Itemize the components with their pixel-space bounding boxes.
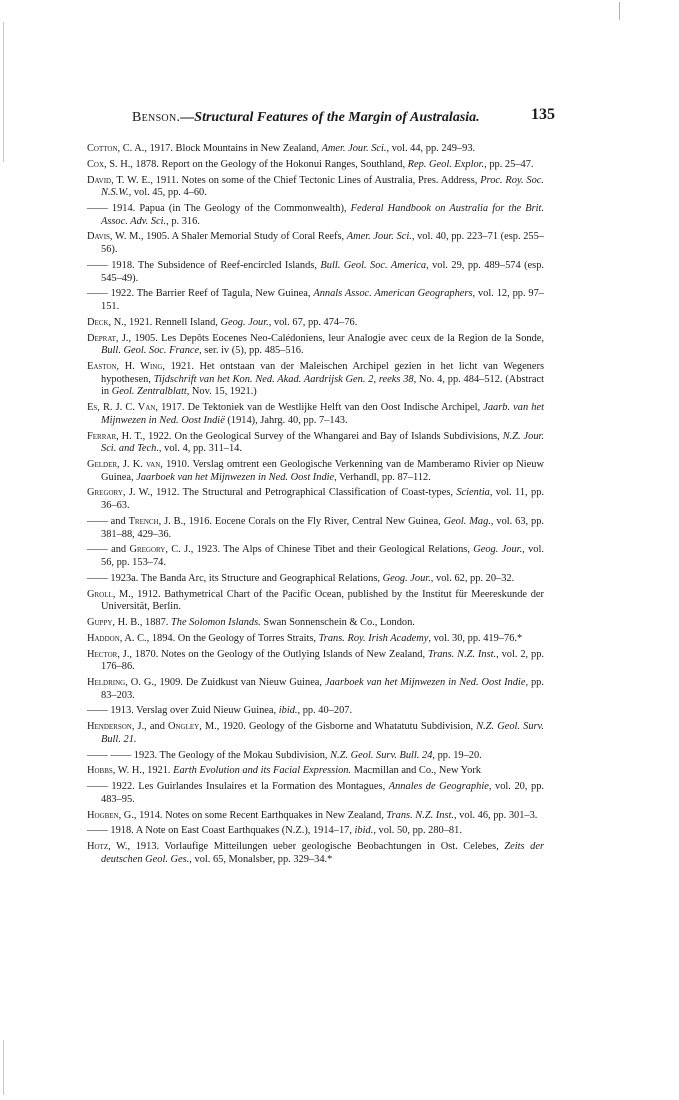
header-title: —Structural Features of the Margin of Australasia. xyxy=(180,110,480,125)
reference-entry xyxy=(87,333,544,358)
reference-entry xyxy=(87,402,544,427)
reference-author: Davis, W. M., xyxy=(87,231,144,243)
reference-source: Annals Assoc. American Geographers xyxy=(313,288,473,300)
reference-text: and xyxy=(146,721,168,733)
reference-entry xyxy=(87,231,544,256)
reference-entry xyxy=(87,649,544,674)
reference-text: 1917. Block Mountains in New Zealand, xyxy=(146,143,322,154)
reference-text: 1914. Notes on some Recent Earthquakes in New Zealand, xyxy=(136,809,387,821)
reference-author: Ferrar, H. T., xyxy=(87,430,146,442)
reference-author: Gelder, J. K. van, xyxy=(87,459,163,471)
reference-text: , vol. 62, pp. 20–32. xyxy=(430,572,515,584)
reference-entry xyxy=(87,617,544,630)
reference-author: —— xyxy=(87,515,111,527)
reference-text: 1914. Papua (in The Geology of the Commonwealth), xyxy=(111,202,351,214)
reference-entry xyxy=(87,516,544,541)
reference-author: —— —— xyxy=(87,749,134,761)
reference-entry xyxy=(87,159,544,172)
reference-text: 1913. Verslag over Zuid Nieuw Guinea, xyxy=(110,705,279,717)
reference-source: Jaarb. van het Mijnwezen in Ned. Oost Indië xyxy=(101,402,544,426)
reference-text: , vol. 65, Monalsber, pp. 329–34.* xyxy=(189,853,333,865)
reference-text: 1920. Geology of the Gisborne and Whatatutu Subdivision, xyxy=(219,721,477,733)
reference-text: , vol. 12, pp. 97–151. xyxy=(101,288,545,313)
reference-text: 1921. Rennell Island, xyxy=(126,316,221,328)
reference-text: , pp. 83–203. xyxy=(101,677,544,701)
reference-text: 1921. Het ontstaan van der Maleischen Archipel gezien in het licht van Wegeners hypothesen, xyxy=(101,360,544,385)
reference-source: Bull. Geol. Soc. France xyxy=(101,345,200,357)
reference-entry xyxy=(87,705,544,718)
reference-text: Macmillan and Co., New York xyxy=(351,765,481,777)
reference-source: N.Z. Geol. Surv. Bull. 21. xyxy=(101,721,544,745)
reference-text: , vol. 4, pp. 311–14. xyxy=(158,443,242,455)
reference-text: 1905. Les Depôts Eocenes Neo-Calédoniens, leur Analogie avec ceux de la Region de la Sonde, xyxy=(131,332,544,344)
reference-author: Cotton, C. A., xyxy=(87,143,147,154)
reference-author: Henderson, J., xyxy=(87,721,147,733)
reference-entry xyxy=(87,765,544,778)
reference-entry xyxy=(87,841,544,866)
reference-author: Hobbs, W. H., xyxy=(87,765,145,777)
reference-entry xyxy=(87,633,544,646)
reference-source: Proc. Roy. Soc. N.S.W. xyxy=(101,174,545,199)
reference-text: 1922. On the Geological Survey of the Whangarei and Bay of Islands Subdivisions, xyxy=(145,430,503,442)
reference-source: Geog. Jour. xyxy=(473,544,523,556)
reference-text: , vol. 2, pp. 176–86. xyxy=(101,648,544,673)
reference-author: Heldring, O. G., xyxy=(87,677,157,688)
reference-source: Trans. N.Z. Inst. xyxy=(427,648,497,660)
reference-source: ibid. xyxy=(278,705,298,717)
reference-text: 1922. The Barrier Reef of Tagula, New Guinea, xyxy=(110,288,314,300)
reference-text: 1905. A Shaler Memorial Study of Coral Reefs, xyxy=(143,231,347,243)
reference-entry xyxy=(87,544,544,569)
reference-entry xyxy=(87,589,544,614)
reference-text: 1923. The Alps of Chinese Tibet and their Geological Relations, xyxy=(193,544,474,556)
reference-text: , vol. 44, pp. 249–93. xyxy=(386,143,476,154)
reference-source: Trans. Roy. Irish Academy xyxy=(318,632,429,644)
scan-mark xyxy=(619,2,620,20)
reference-text: , vol. 46, pp. 301–3. xyxy=(453,809,538,821)
reference-entry xyxy=(87,750,544,763)
reference-entry xyxy=(87,203,544,228)
reference-source: Jaarboek van het Mijnwezen in Ned. Oost Indie xyxy=(324,677,526,688)
reference-text: , vol. 63, pp. 381–88, 429–36. xyxy=(101,515,544,540)
reference-text: , pp. 19–20. xyxy=(432,749,482,761)
reference-text: 1894. On the Geology of Torres Straits, xyxy=(149,632,319,644)
reference-author: Haddon, A. C., xyxy=(87,632,150,644)
reference-author: —— xyxy=(87,705,111,717)
reference-text: , Verhandl, pp. 87–112. xyxy=(334,471,431,483)
reference-text: , vol. 56, pp. 153–74. xyxy=(101,544,544,569)
reference-text: , No. 4, pp. 484–512. (Abstract in xyxy=(101,373,544,398)
reference-author: —— xyxy=(87,572,111,584)
reference-text: 1887. xyxy=(142,617,171,629)
reference-entry xyxy=(87,143,544,156)
reference-source: Scientia xyxy=(456,487,490,499)
reference-source: Amer. Jour. Sci. xyxy=(321,143,387,154)
reference-text: Gregory, C. J., xyxy=(129,544,194,556)
reference-entry xyxy=(87,781,544,806)
scan-edge-mark xyxy=(3,1040,4,1095)
reference-author: Deck, N., xyxy=(87,316,127,328)
reference-text: 1923a. The Banda Arc, its Structure and Geographical Relations, xyxy=(110,572,383,584)
reference-source: N.Z. Jour. Sci. and Tech. xyxy=(101,430,545,455)
reference-author: Hotz, W., xyxy=(87,841,131,853)
reference-text: 1918. A Note on East Coast Earthquakes (N.Z.), 1914–17, xyxy=(110,825,355,837)
reference-author: Guppy, H. B., xyxy=(87,617,143,629)
reference-author: Es, R. J. C. Van, xyxy=(87,402,158,414)
reference-text: , vol. 67, pp. 474–76. xyxy=(268,316,358,328)
reference-source: Jaarboek van het Mijnwezen in Ned. Oost Indie xyxy=(136,471,335,483)
reference-source: Earth Evolution and its Facial Expression. xyxy=(173,765,352,777)
reference-source: Rep. Geol. Explor. xyxy=(407,158,485,170)
reference-text: , vol. 29, pp. 489–574 (esp. 545–49). xyxy=(101,259,544,284)
reference-source: Geol. Zentralblatt xyxy=(111,386,187,398)
reference-text: Ongley, M., xyxy=(168,721,220,733)
reference-text: 1923. The Geology of the Mokau Subdivision, xyxy=(133,749,331,761)
reference-source: Geog. Jour. xyxy=(382,572,431,584)
reference-text: 1870. Notes on the Geology of the Outlying Islands of New Zealand, xyxy=(132,648,428,660)
reference-text: (1914), Jahrg. 40, pp. 7–143. xyxy=(224,414,348,426)
reference-text: 1912. Bathymetrical Chart of the Pacific Ocean, published by the Institut für Meereskunde der Universität, Berlin. xyxy=(101,588,544,613)
reference-source: Amer. Jour. Sci. xyxy=(346,231,412,243)
reference-source: Federal Handbook on Australia for the Brit. Assoc. Adv. Sci. xyxy=(101,202,544,227)
reference-author: —— xyxy=(87,202,112,214)
reference-text: 1910. Verslag omtrent een Geologische Verkenning van de Mamberamo Rivier op Nieuw Guinea, xyxy=(101,459,544,483)
reference-source: Geog. Jour. xyxy=(220,316,269,328)
reference-entry xyxy=(87,361,544,399)
reference-entry xyxy=(87,260,544,285)
reference-author: Easton, H. Wing, xyxy=(87,360,166,372)
reference-source: ibid. xyxy=(354,825,374,837)
reference-source: Annales de Geographie xyxy=(388,781,489,793)
page-number: 135 xyxy=(531,106,555,123)
reference-source: Tijdschrift van het Kon. Ned. Akad. Aardrijsk Gen. 2, reeks 38 xyxy=(153,373,414,385)
reference-entry xyxy=(87,288,544,313)
reference-author: —— xyxy=(87,544,112,556)
reference-text: , pp. 25–47. xyxy=(484,158,534,170)
reference-text: , pp. 40–207. xyxy=(297,705,353,717)
reference-text: , vol. 11, pp. 36–63. xyxy=(101,487,544,512)
reference-entry xyxy=(87,721,544,746)
reference-author: —— xyxy=(87,288,111,300)
reference-author: Cox, S. H., xyxy=(87,158,133,170)
reference-text: , vol. 20, pp. 483–95. xyxy=(101,781,544,805)
reference-text: 1917. De Tektoniek van de Westlijke Helft van den Oost Indische Archipel, xyxy=(157,402,484,414)
reference-text: 1916. Eocene Corals on the Fly River, Central New Guinea, xyxy=(185,515,444,527)
scan-edge-mark xyxy=(3,22,4,162)
reference-text: 1918. The Subsidence of Reef-encircled Islands, xyxy=(111,259,321,271)
reference-source: The Solomon Islands. xyxy=(171,617,261,629)
reference-author: Deprat, J., xyxy=(87,332,132,344)
reference-author: —— xyxy=(87,781,112,793)
reference-source: N.Z. Geol. Surv. Bull. 24 xyxy=(330,749,433,761)
reference-source: Geol. Mag. xyxy=(443,515,491,527)
reference-list xyxy=(87,143,544,870)
reference-entry xyxy=(87,825,544,838)
reference-author: Gregory, J. W., xyxy=(87,487,153,499)
reference-text: and xyxy=(110,515,129,527)
reference-author: David, T. W. E., xyxy=(87,174,153,186)
reference-text: Trench, J. B., xyxy=(128,515,186,527)
reference-source: Zeits der deutschen Geol. Ges. xyxy=(101,841,545,865)
reference-author: Groll, M., xyxy=(87,588,134,600)
reference-entry xyxy=(87,810,544,823)
running-header xyxy=(132,106,555,127)
reference-text: , vol. 50, pp. 280–81. xyxy=(373,825,462,837)
reference-text: and xyxy=(111,544,130,556)
reference-text: 1921. xyxy=(144,765,174,777)
reference-text: 1911. Notes on some of the Chief Tectonic Lines of Australia, Pres. Address, xyxy=(152,174,481,186)
reference-text: 1912. The Structural and Petrographical Classification of Coast-types, xyxy=(152,487,457,499)
reference-text: , Nov. 15, 1921.) xyxy=(186,386,257,398)
reference-entry xyxy=(87,573,544,586)
reference-text: , p. 316. xyxy=(166,215,200,227)
reference-author: Hogben, G., xyxy=(87,809,137,821)
reference-text: , vol. 30, pp. 419–76.* xyxy=(428,632,523,644)
reference-author: —— xyxy=(87,259,112,271)
reference-entry xyxy=(87,459,544,484)
reference-author: —— xyxy=(87,825,111,837)
reference-entry xyxy=(87,487,544,512)
header-author: Benson. xyxy=(132,110,181,125)
reference-text: Swan Sonnenschein & Co., London. xyxy=(260,617,415,629)
reference-text: 1913. Vorlaufige Mitteilungen ueber geologische Beobachtungen in Ost. Celebes, xyxy=(130,841,505,853)
reference-text: , vol. 40, pp. 223–71 (esp. 255–56). xyxy=(101,231,544,256)
reference-source: Trans. N.Z. Inst. xyxy=(386,809,454,821)
reference-text: 1909. De Zuidkust van Nieuw Guinea, xyxy=(156,677,325,688)
reference-text: 1878. Report on the Geology of the Hokonui Ranges, Southland, xyxy=(132,158,408,170)
reference-entry xyxy=(87,175,544,200)
reference-entry xyxy=(87,317,544,330)
reference-source: Bull. Geol. Soc. America xyxy=(320,259,427,271)
reference-text: , vol. 45, pp. 4–60. xyxy=(128,187,207,199)
reference-text: 1922. Les Guirlandes Insulaires et la Formation des Montagues, xyxy=(111,781,389,793)
reference-entry xyxy=(87,431,544,456)
reference-text: , ser. iv (5), pp. 485–516. xyxy=(199,345,304,357)
reference-entry xyxy=(87,677,544,702)
reference-author: Hector, J., xyxy=(87,648,133,660)
